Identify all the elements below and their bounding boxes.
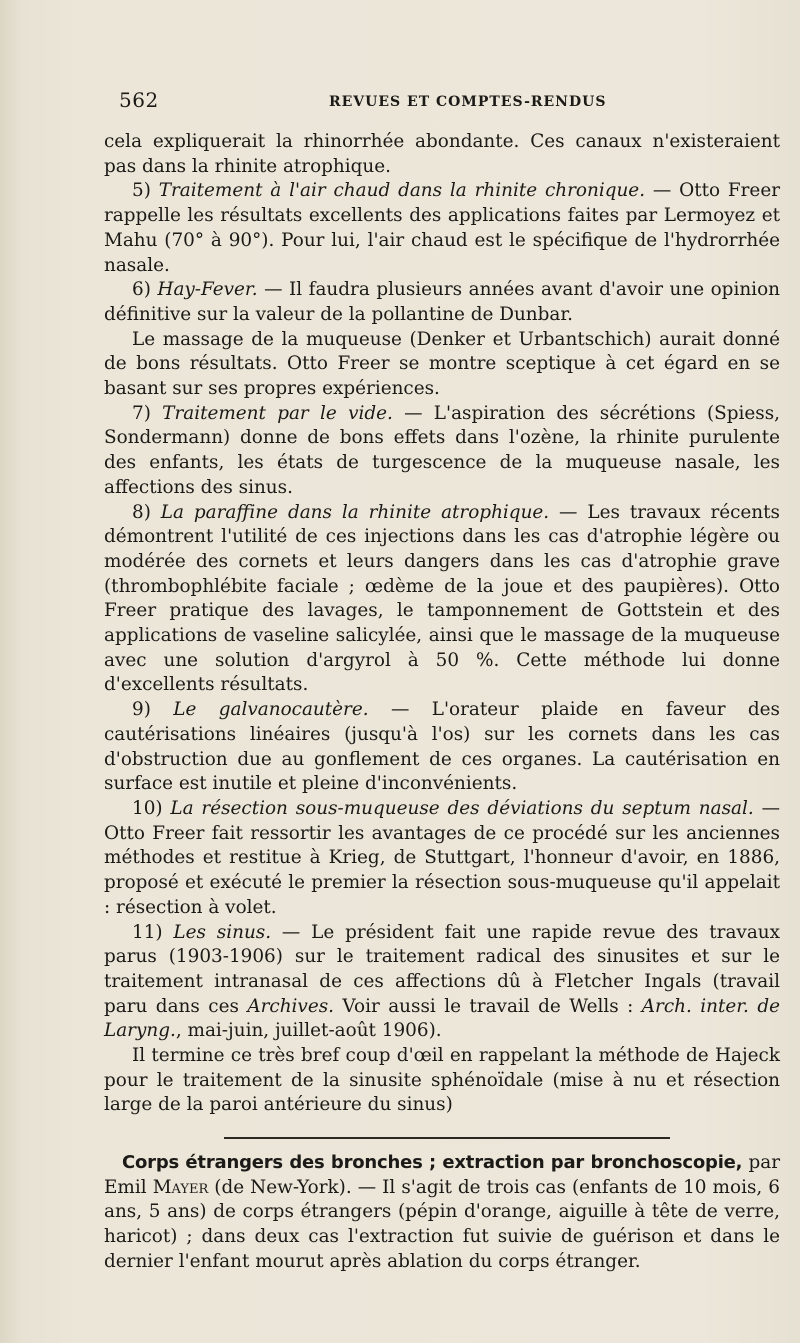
paragraph-title: Traitement à l'air chaud dans la rhinite chronique. (158, 180, 646, 202)
paragraph-conclusion (104, 1044, 780, 1118)
paragraph-title: Les sinus. (173, 921, 272, 943)
page-number: 562 (119, 88, 159, 112)
paragraph-11 (104, 921, 780, 1045)
abstract-by: par Emil (104, 1152, 781, 1198)
abstract-paragraph (104, 1151, 780, 1275)
paragraph-continuation (104, 130, 780, 179)
paragraph-5 (104, 179, 780, 278)
paragraph-text: — Otto Freer rappelle les résultats excellents des applications faites par Lermoyez et Mahu (70° à 90°). Pour lui, l'air chaud est le spécifique de l'hydrorrhée nasale. (104, 180, 780, 276)
paragraph-number: 11) (132, 921, 174, 943)
paragraph-text: — Le président fait une rapide revue des travaux parus (1903-1906) sur le traitement radical des sinusites et sur le traitement intranasal de ces affections dû à Fletcher Ingals (travail paru dans ces (104, 921, 781, 1017)
paragraph-number: 7) (132, 402, 163, 424)
paragraph-9 (104, 698, 780, 797)
paragraph-text: cela expliquerait la rhinorrhée abondante. Ces canaux n'existeraient pas dans la rhinite atrophique. (104, 131, 780, 177)
abstract-entry (104, 1151, 780, 1275)
abstract-text: (de New-York). — Il s'agit de trois cas (enfants de 10 mois, 6 ans, 5 ans) de corps étrangers (pépin d'orange, aiguille à tête de verre, haricot) ; dans deux cas l'extraction fut suivie de guérison et dans le dernier l'enfant mourut après ablation du corps étranger. (104, 1176, 780, 1272)
section-divider (224, 1137, 670, 1139)
paragraph-number: 6) (132, 279, 158, 301)
reference-arch-inter: Arch. inter. de Laryng. (104, 995, 780, 1042)
paragraph-text: — Otto Freer fait ressortir les avantages de ce procédé sur les anciennes méthodes et restitue à Krieg, de Stuttgart, l'honneur d'avoir, en 1886, proposé et exécuté le premier la résection sous-muqueuse qu'il appelait : résection à volet. (104, 797, 780, 918)
running-head: REVUES ET COMPTES-RENDUS (329, 94, 607, 110)
paragraph-text: — L'orateur plaide en faveur des cautérisations linéaires (jusqu'à l'os) sur les cornets dans les cas d'obstruction due au gonflement de ces organes. La cautérisation en surface est inutile et pleine d'inconvénients. (104, 699, 781, 795)
paragraph-8 (104, 501, 780, 699)
paragraph-text: — Il faudra plusieurs années avant d'avoir une opinion définitive sur la valeur de la pollantine de Dunbar. (104, 279, 780, 325)
paragraph-title: Hay-Fever. (157, 279, 258, 301)
paragraph-text: Voir aussi le travail de Wells : (333, 995, 642, 1017)
paragraph-number: 10) (132, 797, 171, 819)
paragraph-title: La résection sous-muqueuse des déviations du septum nasal. (170, 797, 754, 819)
abstract-title: Corps étrangers des bronches ; extraction par bronchoscopie, (122, 1152, 743, 1173)
paragraph-title: La paraffine dans la rhinite atrophique. (160, 501, 550, 523)
paragraph-text: , mai-juin, juillet-août 1906). (175, 1020, 442, 1042)
paragraph-text: Il termine ce très bref coup d'œil en rappelant la méthode de Hajeck pour le traitement de la sinusite sphénoïdale (mise à nu et résection large de la paroi antérieure du sinus) (104, 1045, 780, 1116)
paragraph-number: 5) (132, 180, 159, 202)
body-text (104, 130, 780, 1118)
paragraph-title: Traitement par le vide. (162, 402, 393, 424)
paragraph-massage (104, 328, 780, 402)
abstract-author: Mayer (152, 1176, 209, 1198)
reference-archives: Archives. (247, 995, 334, 1017)
paragraph-10 (104, 797, 780, 921)
paragraph-number: 9) (132, 699, 174, 721)
paragraph-text: Le massage de la muqueuse (Denker et Urbantschich) aurait donné de bons résultats. Otto Freer se montre sceptique à cet égard en se basant sur ses propres expériences. (104, 328, 780, 400)
paragraph-number: 8) (132, 501, 161, 523)
paragraph-6 (104, 278, 780, 327)
page-header (119, 88, 752, 114)
paragraph-text: — Les travaux récents démontrent l'utilité de ces injections dans les cas d'atrophie légère ou modérée des cornets et leurs dangers dans les cas d'atrophie grave (thrombophlébite faciale ; œdème de la joue et des paupières). Otto Freer pratique des lavages, le tamponnement de Gottstein et des applications de vaseline salicylée, ainsi que le massage de la muqueuse avec une solution d'argyrol à 50 %. Cette méthode lui donne d'excellents résultats. (104, 501, 780, 696)
paragraph-text: — L'aspiration des sécrétions (Spiess, Sondermann) donne de bons effets dans l'ozène, la rhinite purulente des enfants, les états de turgescence de la muqueuse nasale, les affections des sinus. (104, 402, 780, 498)
paragraph-title: Le galvanocautère. (173, 699, 369, 721)
paragraph-7 (104, 402, 780, 501)
